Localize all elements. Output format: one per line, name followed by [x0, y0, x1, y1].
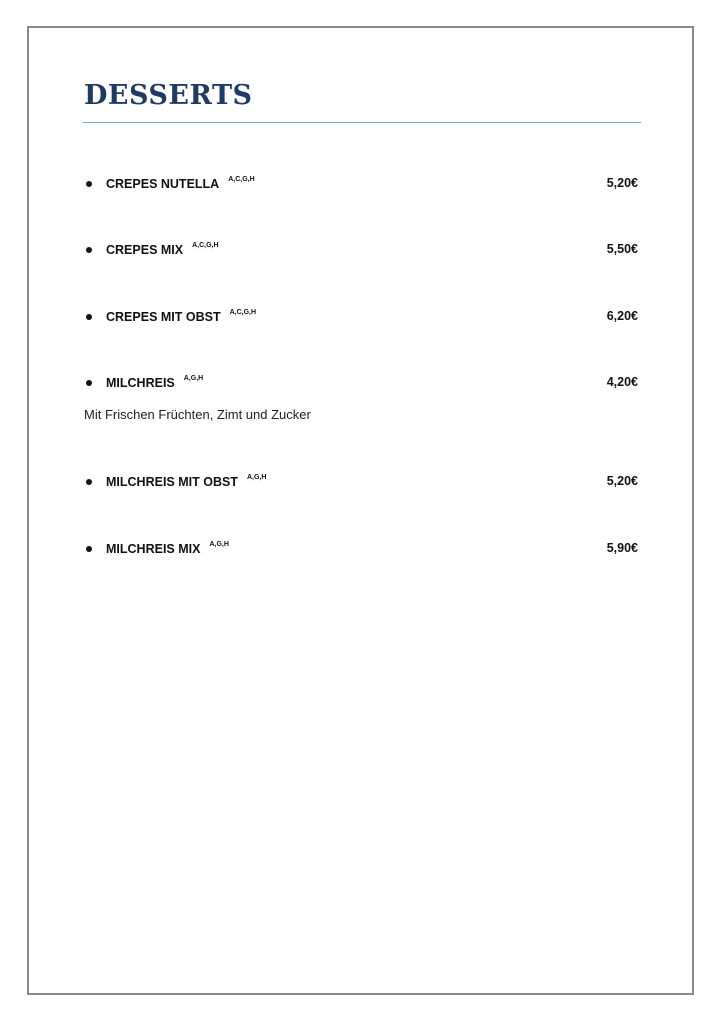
item-name: MILCHREIS MIX	[106, 542, 201, 556]
page-frame	[27, 26, 694, 995]
bullet-icon	[86, 314, 92, 320]
item-name: CREPES MIT OBST	[106, 310, 221, 324]
menu-item-milchreis-mix	[84, 539, 640, 559]
bullet-icon	[86, 380, 92, 386]
item-name: CREPES MIX	[106, 243, 184, 257]
menu-item-crepes-nutella	[84, 174, 640, 194]
item-allergens: A,G,H	[246, 474, 267, 481]
bullet-icon	[86, 479, 92, 485]
menu-item-milchreis	[84, 373, 640, 393]
item-price: 5,50€	[606, 242, 638, 256]
bullet-icon	[86, 247, 92, 253]
item-allergens: A,C,G,H	[192, 242, 219, 249]
item-allergens: A,G,H	[183, 375, 204, 382]
page-title: DESSERTS	[84, 80, 253, 111]
item-allergens: A,C,G,H	[228, 176, 255, 183]
item-price: 6,20€	[606, 309, 638, 323]
item-description: Mit Frischen Früchten, Zimt und Zucker	[84, 407, 311, 422]
item-allergens: A,G,H	[209, 541, 229, 548]
item-name: MILCHREIS MIT OBST	[106, 475, 238, 489]
bullet-icon	[86, 181, 92, 187]
item-price: 5,20€	[606, 474, 638, 488]
menu-item-crepes-mit-obst	[84, 307, 640, 327]
item-name: MILCHREIS	[106, 376, 175, 390]
menu-item-milchreis-mit-obst	[84, 472, 640, 492]
item-allergens: A,C,G,H	[229, 309, 257, 316]
item-price: 5,90€	[606, 541, 638, 555]
item-price: 5,20€	[606, 176, 638, 190]
menu-item-crepes-mix	[84, 240, 640, 260]
item-name: CREPES NUTELLA	[106, 177, 220, 191]
title-divider	[83, 122, 641, 123]
item-price: 4,20€	[606, 375, 638, 389]
bullet-icon	[86, 546, 92, 552]
